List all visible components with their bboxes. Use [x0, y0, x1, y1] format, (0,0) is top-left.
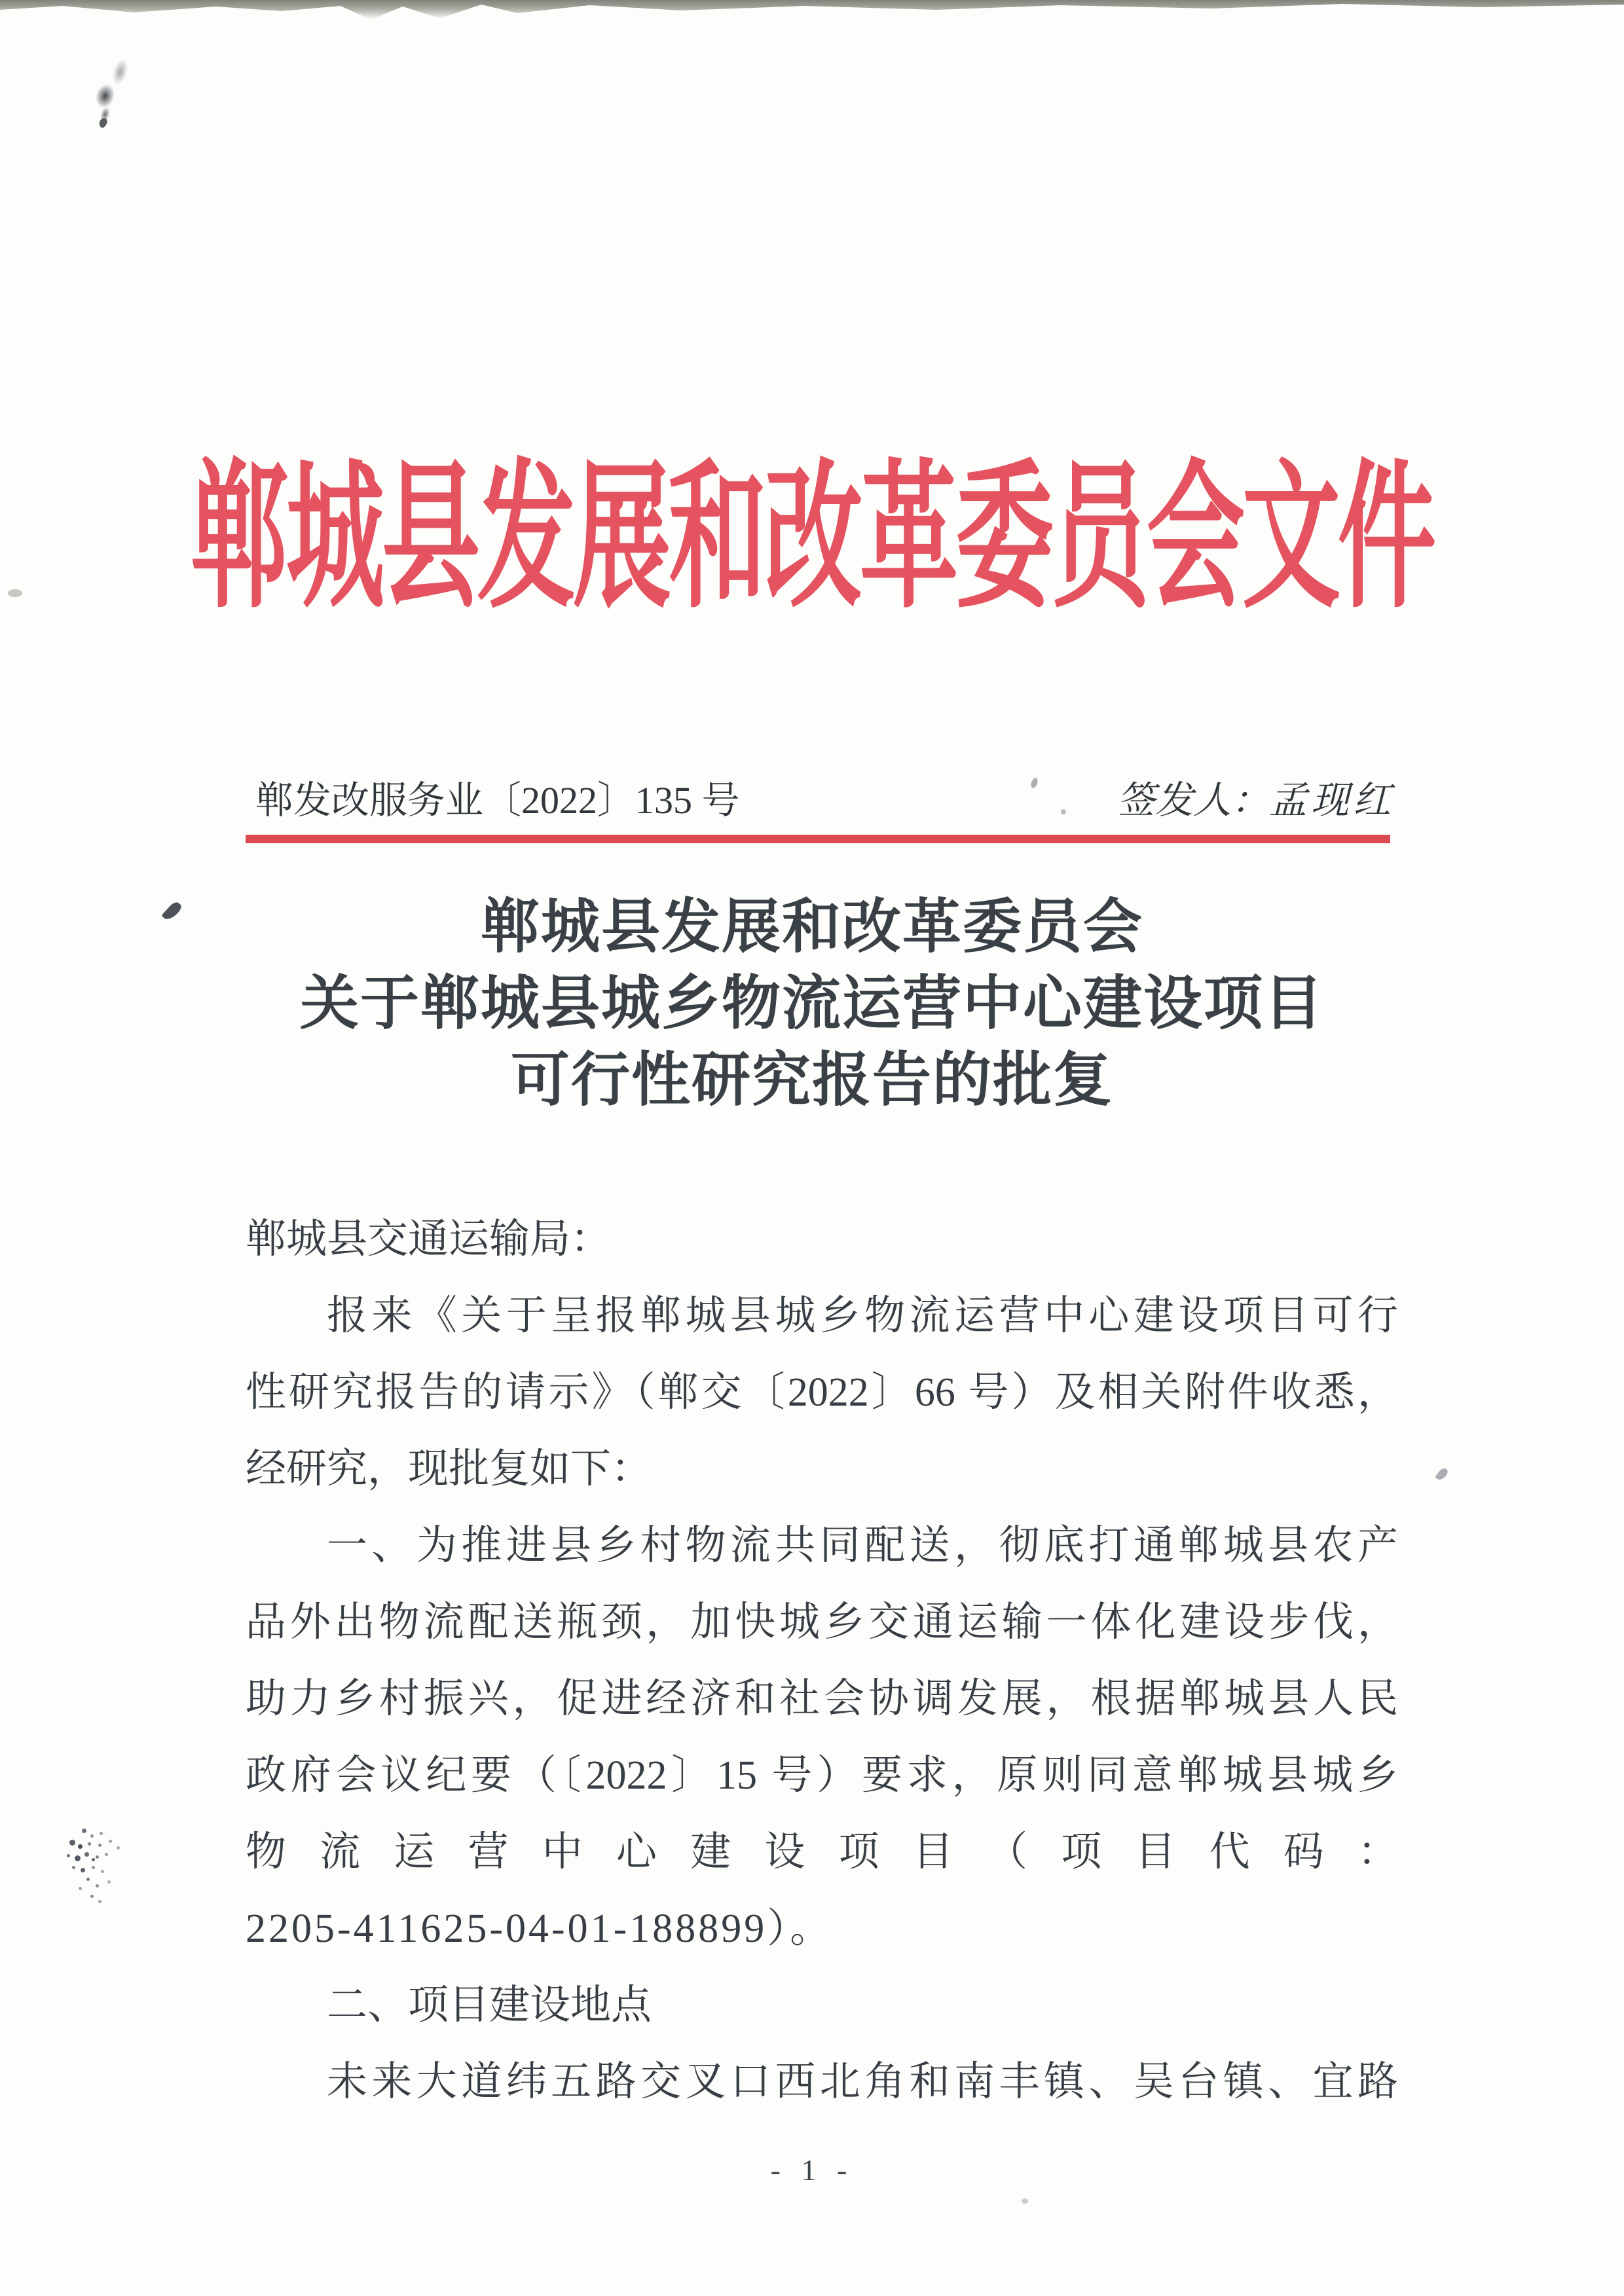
body-line: 一、为推进县乡村物流共同配送，彻底打通郸城县农产: [327, 1523, 1398, 1568]
body-line: 未来大道纬五路交叉口西北角和南丰镇、吴台镇、宜路: [327, 2060, 1398, 2104]
body-line: 2205-411625-04-01-188899）。: [246, 1906, 834, 1951]
document-title-line: 郸城县发展和改革委员会: [481, 895, 1143, 960]
body-line: 郸城县交通运输局：: [246, 1217, 612, 1262]
document-title: [0, 889, 1624, 1119]
body-line: 经研究，现批复如下：: [246, 1447, 652, 1491]
body-line: 助力乡村振兴，促进经济和社会协调发展，根据郸城县人民: [246, 1677, 1398, 1721]
issuer-name: 孟现红: [1268, 779, 1395, 822]
body-line: 品外出物流配送瓶颈，加快城乡交通运输一体化建设步伐，: [246, 1600, 1398, 1645]
document-body: [246, 1201, 1398, 2121]
document-title-line: 可行性研究报告的批复: [511, 1048, 1113, 1113]
body-line: 性研究报告的请示》（郸交〔2022〕66 号）及相关附件收悉，: [246, 1370, 1398, 1415]
document-number: 郸发改服务业〔2022〕135 号: [255, 779, 740, 822]
red-divider-rule: [246, 835, 1390, 843]
agency-banner: 郸城县发展和改革委员会文件: [190, 451, 1433, 627]
document-title-line: 关于郸城县城乡物流运营中心建设项目: [300, 972, 1324, 1036]
page-number: - 1 -: [770, 2153, 854, 2187]
body-line: 报来《关于呈报郸城县城乡物流运营中心建设项目可行: [327, 1294, 1398, 1338]
issuer: [1117, 778, 1395, 824]
body-line: 政府会议纪要（〔2022〕15 号）要求，原则同意郸城县城乡: [246, 1753, 1398, 1798]
ink-blot-artifact: [82, 52, 138, 129]
document-meta-row: [255, 778, 1395, 824]
body-line: 物流运营中心建设项目（项目代码：: [246, 1830, 1398, 1874]
scan-speck-artifact: [1022, 2198, 1028, 2204]
ink-splatter-artifact: [92, 1858, 95, 1861]
issuer-label: 签发人：: [1116, 779, 1269, 822]
scan-speck-artifact: [1435, 1467, 1449, 1482]
torn-paper-edge: [0, 0, 1624, 20]
body-line: 二、项目建设地点: [327, 1983, 652, 2028]
